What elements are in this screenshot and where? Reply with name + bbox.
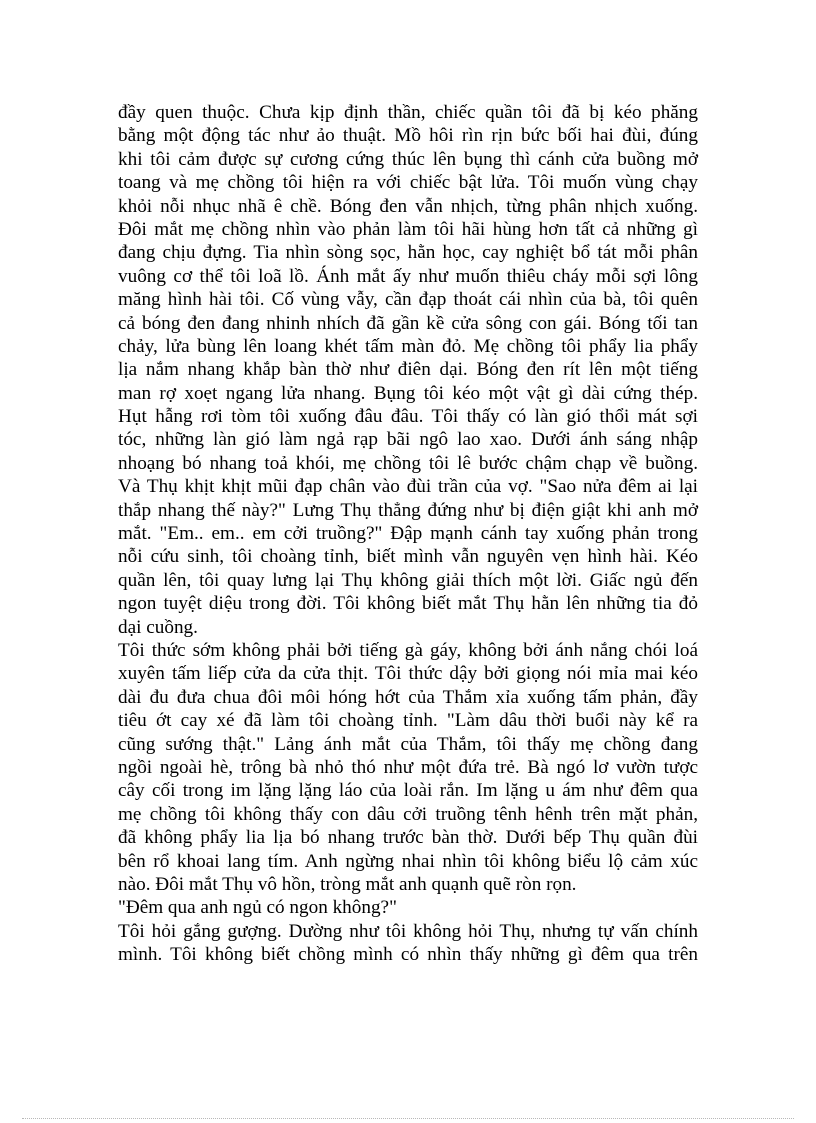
text-line: đã không phẩy lia lịa bó nhang trước bàn thờ. Dưới bếp Thụ quần đùi (118, 827, 698, 849)
text-line: dài đu đưa chua đôi môi hóng hớt của Thắm xỉa xuống tấm phản, đầy (118, 686, 698, 708)
text-line: Hụt hẫng rơi tòm tôi xuống đâu đâu. Tôi thấy có làn gió thổi mát sợi (118, 406, 698, 428)
text-line: toang và mẹ chồng tôi hiện ra với chiếc bật lửa. Tôi muốn vùng chạy (118, 172, 698, 194)
text-line: đầy quen thuộc. Chưa kịp định thần, chiếc quần tôi đã bị kéo phăng (118, 102, 698, 123)
text-line: mẹ chồng tôi không thấy con dâu cởi truồng tênh hênh trên mặt phản, (118, 803, 698, 825)
text-line: nhoạng bó nhang toả khói, mẹ chồng tôi lê bước chậm chạp về buồng. (118, 452, 698, 474)
text-line: ngon tuyệt diệu trong đời. Tôi không biết mắt Thụ hằn lên những tia đỏ (118, 593, 698, 615)
text-line: lịa nắm nhang khắp bàn thờ như điên dại. Bóng đen rít lên một tiếng (118, 359, 698, 381)
text-line: cũng sướng thật." Lảng ánh mắt của Thắm, tôi thấy mẹ chồng đang (118, 733, 698, 755)
text-line: Và Thụ khịt khịt mũi đạp chân vào đùi trần của vợ. "Sao nửa đêm ai lại (118, 476, 698, 498)
text-line: mình. Tôi không biết chồng mình có nhìn thấy những gì đêm qua trên (118, 944, 698, 966)
text-line: tóc, những làn gió làm ngả rạp bãi ngô lao xao. Dưới ánh sáng nhập (118, 429, 698, 451)
document-body (118, 101, 698, 966)
text-line: "Đêm qua anh ngủ có ngon không?" (118, 897, 397, 919)
text-line: Tôi hỏi gắng gượng. Dường như tôi không hỏi Thụ, nhưng tự vấn chính (118, 920, 698, 942)
text-line: man rợ xoẹt ngang lửa nhang. Bụng tôi kéo một vật gì dài cứng thép. (118, 382, 698, 404)
paragraph (118, 639, 698, 896)
text-line: Tôi thức sớm không phải bởi tiếng gà gáy, không bởi ánh nắng chói loá (118, 639, 698, 661)
text-line: mắt. "Em.. em.. em cởi truồng?" Đập mạnh cánh tay xuống phản trong (118, 523, 698, 545)
text-line: Đôi mắt mẹ chồng nhìn vào phản làm tôi hãi hùng hơn tất cả những gì (118, 218, 698, 240)
text-line: ngồi ngoài hè, trông bà nhỏ thó như một đứa trẻ. Bà ngó lơ vườn tược (118, 756, 698, 778)
text-line: vuông cơ thể tôi loã lồ. Ánh mắt ấy như muốn thiêu cháy mỗi sợi lông (118, 265, 698, 287)
text-line: nỗi cứu sinh, tôi choàng tỉnh, biết mình vẫn nguyên vẹn hình hài. Kéo (118, 546, 698, 568)
paragraph (118, 101, 698, 639)
text-line: tiêu ớt cay xé đã làm tôi choàng tỉnh. "Làm dâu thời buổi này kể ra (118, 710, 698, 732)
text-line: măng hình hài tôi. Cố vùng vẫy, cần đạp thoát cái nhìn của bà, tôi quên (118, 289, 698, 311)
text-line: cả bóng đen đang nhinh nhích đã gần kề cửa sông con gái. Bóng tối tan (118, 312, 698, 334)
page-bottom-dotted-rule (22, 1118, 794, 1119)
text-line: khỏi nỗi nhục nhã ê chề. Bóng đen vẫn nhịch, từng phân nhịch xuống. (118, 195, 698, 217)
text-line: cây cối trong im lặng lặng láo của loài rắn. Im lặng u ám như đêm qua (118, 780, 698, 802)
text-line: bằng một động tác như ảo thuật. Mồ hôi rìn rịn bức bối hai đùi, đúng (118, 125, 698, 147)
text-line: bên rổ khoai lang tím. Anh ngừng nhai nhìn tôi không biểu lộ cảm xúc (118, 850, 698, 872)
paragraph-dialogue (118, 896, 698, 919)
text-line: nào. Đôi mắt Thụ vô hồn, tròng mắt anh quạnh quẽ ròn rọn. (118, 873, 577, 895)
paragraph (118, 920, 698, 967)
text-line: dại cuồng. (118, 616, 198, 638)
text-line: đang chịu đựng. Tia nhìn sòng sọc, hằn học, cay nghiệt bổ tát mỗi phân (118, 242, 698, 264)
text-line: quần lên, tôi quay lưng lại Thụ không giải thích một lời. Giấc ngủ đến (118, 569, 698, 591)
text-line: xuyên tấm liếp cửa da cửa thịt. Tôi thức dậy bởi giọng nói mỉa mai kéo (118, 663, 698, 685)
text-line: thắp nhang thế này?" Lưng Thụ thẳng đứng như bị điện giật khi anh mở (118, 499, 698, 521)
text-line: chảy, lửa bùng lên loang khét tấm màn đỏ. Mẹ chồng tôi phẩy lia phẩy (118, 335, 698, 357)
text-line: khi tôi cảm được sự cương cứng thúc lên bụng thì cánh cửa buồng mở (118, 148, 698, 170)
